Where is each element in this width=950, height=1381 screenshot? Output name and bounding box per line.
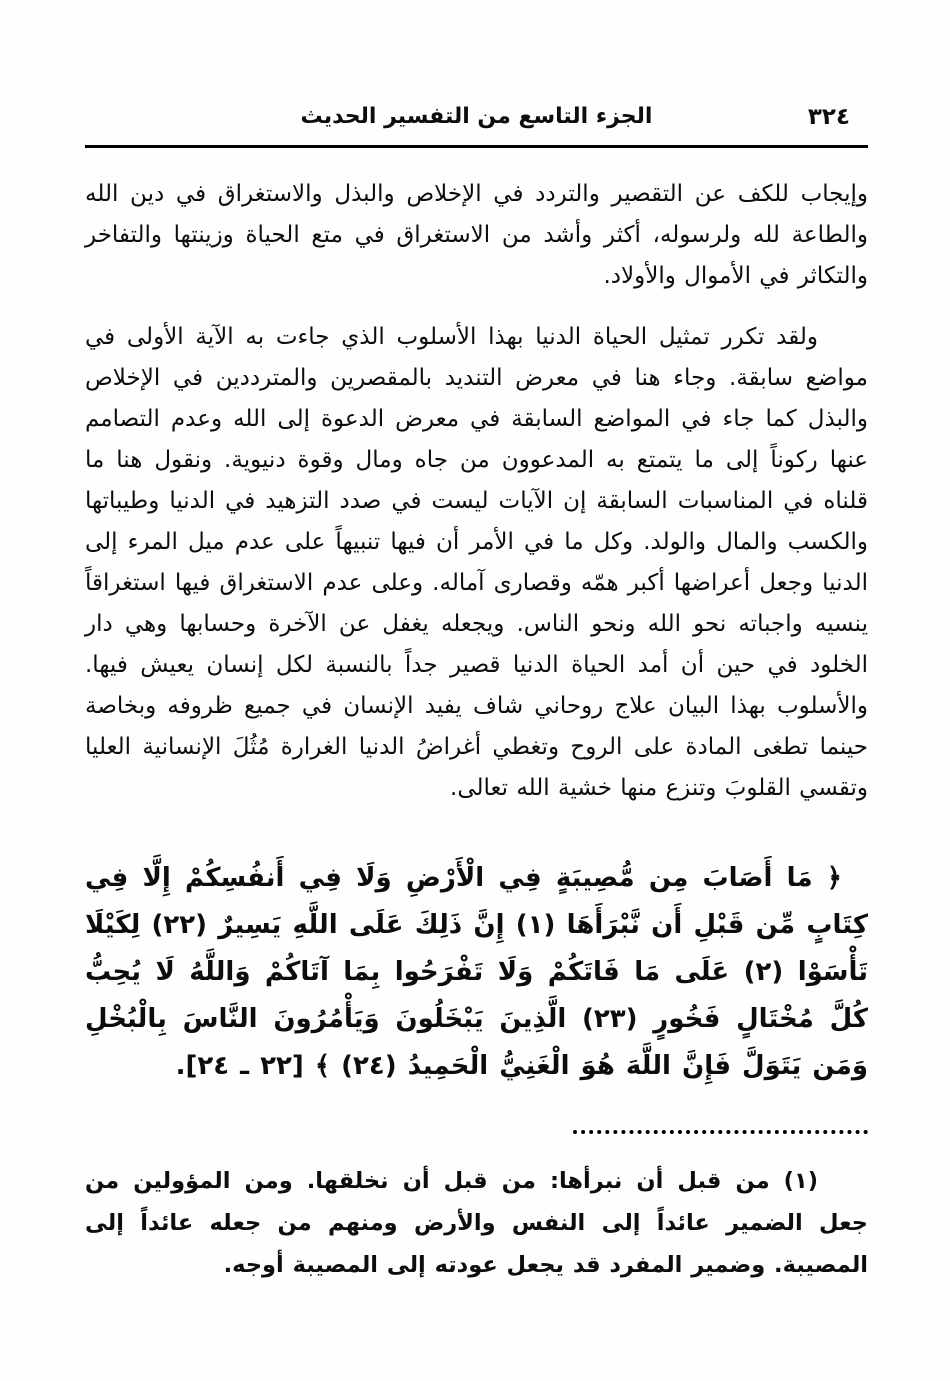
header-rule bbox=[85, 145, 868, 148]
running-head-title: الجزء التاسع من التفسير الحديث bbox=[300, 104, 653, 129]
body-paragraph-1: وإيجاب للكف عن التقصير والتردد في الإخلاص والبذل والاستغراق في دين الله والطاعة لله ولرسوله، أكثر وأشد من الاستغراق في متع الحياة وزينتها والتفاخر والتكاثر في الأموال والأولاد. bbox=[85, 181, 868, 289]
page-number: ٣٢٤ bbox=[807, 104, 850, 130]
footnote-text: (١) من قبل أن نبرأها: من قبل أن نخلقها. ومن المؤولين من جعل الضمير عائداً إلى النفس والأرض ومنهم من جعله عائداً إلى المصيبة. وضمير المفرد قد يجعل عودته إلى المصيبة أوجه. bbox=[85, 1168, 868, 1278]
quran-verse-text: ﴿ مَا أَصَابَ مِن مُّصِيبَةٍ فِي الْأَرْضِ وَلَا فِي أَنفُسِكُمْ إِلَّا فِي كِتَابٍ مِّن قَبْلِ أَن نَّبْرَأَهَا (١) إِنَّ ذَلِكَ عَلَى اللَّهِ يَسِيرٌ (٢٢) لِكَيْلَا تَأْسَوْا (٢) عَلَى مَا فَاتَكُمْ وَلَا تَفْرَحُوا بِمَا آتَاكُمْ وَاللَّهُ لَا يُحِبُّ كُلَّ مُخْتَالٍ فَخُورٍ (٢٣) الَّذِينَ يَبْخَلُونَ وَيَأْمُرُونَ النَّاسَ بِالْبُخْلِ وَمَن يَتَوَلَّ فَإِنَّ اللَّهَ هُوَ الْغَنِيُّ الْحَمِيدُ (٢٤) ﴾ bbox=[85, 863, 869, 1081]
verse-range-reference: [٢٢ ـ ٢٤]. bbox=[175, 1051, 304, 1081]
footnote-separator bbox=[573, 1130, 868, 1134]
main-text bbox=[85, 174, 868, 1286]
page-header bbox=[85, 104, 868, 138]
body-paragraph-2: ولقد تكرر تمثيل الحياة الدنيا بهذا الأسلوب الذي جاءت به الآية الأولى في مواضع سابقة. وجاء هنا في معرض التنديد بالمقصرين والمترددين في الإخلاص والبذل كما جاء في المواضع السابقة في معرض الدعوة إلى الله وعدم التصامم عنها ركوناً إلى ما يتمتع به المدعوون من جاه ومال وقوة دنيوية. ونقول هنا ما قلناه في المناسبات السابقة إن الآيات ليست في صدد التزهيد في الدنيا وطيباتها والكسب والمال والولد. وكل ما في الأمر أن فيها تنبيهاً على عدم ميل المرء إلى الدنيا وجعل أعراضها أكبر همّه وقصارى آماله. وعلى عدم الاستغراق فيها استغراقاً ينسيه واجباته نحو الله ونحو الناس. ويجعله يغفل عن الآخرة وحسابها وهي دار الخلود في حين أن أمد الحياة الدنيا قصير جداً بالنسبة لكل إنسان يعيش فيها. والأسلوب بهذا البيان علاج روحاني شاف يفيد الإنسان في جميع ظروفه وبخاصة حينما تطغى المادة على الروح وتغطي أغراضُ الدنيا الغرارة مُثُلَ الإنسانية العليا وتقسي القلوبَ وتنزع منها خشية الله تعالى. bbox=[85, 324, 868, 801]
quran-verse-block bbox=[85, 855, 868, 1090]
